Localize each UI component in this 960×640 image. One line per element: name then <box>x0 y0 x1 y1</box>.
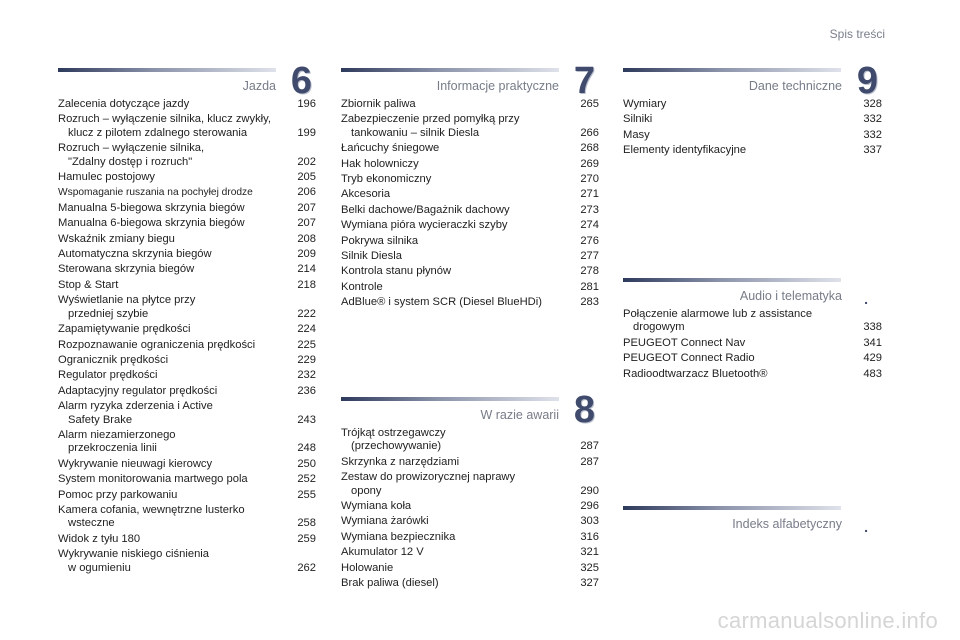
toc-entry-label: Akumulator 12 V <box>341 546 424 559</box>
toc-entry-label: Brak paliwa (diesel) <box>341 577 439 590</box>
section-breakdown <box>341 389 599 592</box>
section-title: Informacje praktyczne <box>436 79 559 93</box>
section-title: Jazda <box>242 79 276 93</box>
toc-entry[interactable] <box>341 235 599 248</box>
toc-entry[interactable] <box>58 98 316 111</box>
section-bar <box>623 506 841 510</box>
toc-entry[interactable] <box>58 323 316 336</box>
toc-entry-label: Wymiana pióra wycieraczki szyby <box>341 219 508 232</box>
toc-entry-label: Alarm niezamierzonego przekroczenia linii <box>58 428 176 455</box>
toc-entry-page: 273 <box>580 203 599 216</box>
toc-entry-page: 209 <box>297 248 316 261</box>
toc-entry-page: 290 <box>580 484 599 497</box>
section-title: Indeks alfabetyczny <box>732 517 842 531</box>
toc-entry-label: Wymiana bezpiecznika <box>341 530 456 543</box>
toc-entry-label: Wymiary <box>623 98 667 110</box>
toc-entry-page: 218 <box>297 278 316 291</box>
section-bar <box>341 397 559 401</box>
toc-entry[interactable] <box>341 173 599 186</box>
toc-entry-label: Wykrywanie nieuwagi kierowcy <box>58 457 213 470</box>
toc-entry-label: Ogranicznik prędkości <box>58 353 169 366</box>
toc-entry-label: Pomoc przy parkowaniu <box>58 488 178 501</box>
toc-entry[interactable] <box>58 458 316 471</box>
toc-entry-page: 224 <box>297 323 316 336</box>
toc-entry-label: Zapamiętywanie prędkości <box>58 323 191 336</box>
toc-entry[interactable] <box>341 471 599 498</box>
toc-entry-label: Kontrola stanu płynów <box>341 265 452 278</box>
toc-entry-page: 277 <box>580 250 599 263</box>
section-number: 9 <box>856 60 878 102</box>
toc-entry-label: Manualna 6-biegowa skrzynia biegów <box>58 217 245 230</box>
toc-entry-label: Akcesoria <box>341 188 391 201</box>
section-number: 7 <box>573 60 595 102</box>
toc-entry-label: Zestaw do prowizorycznej naprawy opony <box>341 471 516 497</box>
toc-entry[interactable] <box>58 263 316 276</box>
toc-entry-page: 196 <box>297 98 316 110</box>
toc-entry-label: Regulator prędkości <box>58 369 158 382</box>
section-driving <box>58 60 316 577</box>
toc-entry[interactable] <box>341 577 599 590</box>
toc-entry[interactable] <box>58 504 316 531</box>
toc-entry[interactable] <box>623 98 882 111</box>
toc-entry-page: 316 <box>580 530 599 543</box>
toc-entry-label: Masy <box>623 128 650 141</box>
toc-entry[interactable] <box>58 473 316 486</box>
toc-entry[interactable] <box>58 233 316 246</box>
section-alphabetical-index <box>623 506 882 536</box>
section-audio-telematics <box>623 278 882 383</box>
toc-entry-label: Silnik Diesla <box>341 250 402 263</box>
toc-entry-label: Wykrywanie niskiego ciśnienia w ogumieniu <box>58 548 209 574</box>
toc-entry-page: 327 <box>580 577 599 590</box>
section-technical-data <box>623 60 882 160</box>
section-bar <box>623 278 841 282</box>
section-title: Audio i telematyka <box>739 289 842 303</box>
toc-entry-page: 214 <box>297 263 316 276</box>
toc-entry[interactable] <box>58 248 316 261</box>
toc-entry-page: 225 <box>297 338 316 351</box>
toc-entry-page: 202 <box>297 155 316 168</box>
toc-entry-page: 332 <box>863 113 882 126</box>
toc-entry-page: 287 <box>580 455 599 468</box>
toc-entry-page: 207 <box>297 201 316 214</box>
section-bar <box>58 68 276 72</box>
toc-entry-page: 222 <box>297 307 316 320</box>
section-title: W razie awarii <box>480 408 559 422</box>
toc-entry-label: Łańcuchy śniegowe <box>341 142 440 155</box>
toc-entry-page: 258 <box>297 517 316 530</box>
toc-entry-page: 276 <box>580 234 599 247</box>
toc-entry-page: 243 <box>297 413 316 426</box>
toc-entry-label: Radioodtwarzacz Bluetooth® <box>623 367 768 380</box>
toc-entry-label: Automatyczna skrzynia biegów <box>58 248 212 261</box>
toc-entry-page: 296 <box>580 500 599 513</box>
toc-entry[interactable] <box>623 144 882 157</box>
section-bar <box>623 68 841 72</box>
section-marker: . <box>864 519 868 535</box>
toc-entry-page: 483 <box>863 367 882 380</box>
toc-entry-page: 208 <box>297 232 316 245</box>
toc-list <box>623 308 882 381</box>
toc-entry-label: Rozruch – wyłączenie silnika, "Zdalny dostęp i rozruch" <box>58 142 205 168</box>
toc-entry-page: 269 <box>580 157 599 170</box>
toc-entry-page: 332 <box>863 128 882 141</box>
toc-entry-label: Połączenie alarmowe lub z assistance drogowym <box>623 308 813 334</box>
toc-entry[interactable] <box>58 385 316 398</box>
toc-entry-label: Wymiana żarówki <box>341 515 429 528</box>
toc-entry-page: 265 <box>580 98 599 110</box>
toc-entry-label: Zabezpieczenie przed pomyłką przy tankowaniu – silnik Diesla <box>341 113 520 139</box>
toc-entry-label: Kontrole <box>341 280 383 293</box>
toc-entry-label: Zalecenia dotyczące jazdy <box>58 98 190 110</box>
toc-entry-label: Wyświetlanie na płytce przy przedniej szybie <box>58 294 196 320</box>
toc-entry-page: 281 <box>580 280 599 293</box>
toc-entry-label: Wskaźnik zmiany biegu <box>58 232 175 245</box>
toc-entry[interactable] <box>341 219 599 232</box>
toc-entry[interactable] <box>341 515 599 528</box>
toc-entry[interactable] <box>341 113 599 140</box>
toc-entry-label: Wspomaganie ruszania na pochyłej drodze <box>58 187 253 199</box>
section-number: 6 <box>290 60 312 102</box>
toc-entry-page: 266 <box>580 126 599 139</box>
toc-entry[interactable] <box>58 533 316 546</box>
toc-entry-page: 270 <box>580 173 599 186</box>
toc-entry-page: 274 <box>580 219 599 232</box>
toc-list <box>58 98 316 575</box>
toc-entry-page: 341 <box>863 336 882 349</box>
toc-entry-page: 232 <box>297 369 316 382</box>
toc-entry[interactable] <box>58 142 316 169</box>
toc-entry[interactable] <box>341 531 599 544</box>
toc-entry[interactable] <box>58 279 316 292</box>
toc-entry[interactable] <box>341 142 599 155</box>
toc-entry[interactable] <box>58 171 316 184</box>
toc-entry[interactable] <box>341 456 599 469</box>
toc-entry-label: Sterowana skrzynia biegów <box>58 263 195 276</box>
toc-entry[interactable] <box>58 217 316 230</box>
toc-entry-page: 248 <box>297 442 316 455</box>
toc-entry-label: Hamulec postojowy <box>58 171 156 184</box>
toc-entry[interactable] <box>58 113 316 140</box>
toc-entry[interactable] <box>58 400 316 427</box>
toc-entry-label: Elementy identyfikacyjne <box>623 144 747 157</box>
toc-entry[interactable] <box>341 204 599 217</box>
section-bar <box>341 68 559 72</box>
toc-entry[interactable] <box>623 337 882 350</box>
toc-entry-page: 268 <box>580 142 599 155</box>
toc-entry-label: Skrzynka z narzędziami <box>341 455 460 468</box>
toc-entry[interactable] <box>341 158 599 171</box>
toc-entry[interactable] <box>623 368 882 381</box>
toc-entry-label: Widok z tyłu 180 <box>58 532 141 545</box>
toc-entry-label: PEUGEOT Connect Radio <box>623 352 755 365</box>
toc-entry[interactable] <box>58 489 316 502</box>
toc-entry-label: Stop & Start <box>58 278 119 291</box>
toc-entry-label: Rozruch – wyłączenie silnika, klucz zwykły, klucz z pilotem zdalnego sterowania <box>58 113 272 139</box>
toc-entry[interactable] <box>58 548 316 575</box>
toc-entry-label: Wymiana koła <box>341 500 412 513</box>
toc-entry-label: PEUGEOT Connect Nav <box>623 336 746 349</box>
toc-entry-page: 236 <box>297 384 316 397</box>
toc-entry[interactable] <box>341 98 599 111</box>
toc-entry-label: Rozpoznawanie ograniczenia prędkości <box>58 338 256 351</box>
toc-entry-page: 337 <box>863 144 882 157</box>
toc-entry-page: 262 <box>297 561 316 574</box>
toc-entry-page: 303 <box>580 515 599 528</box>
toc-entry[interactable] <box>341 500 599 513</box>
toc-entry[interactable] <box>623 308 882 335</box>
toc-entry[interactable] <box>341 546 599 559</box>
toc-entry[interactable] <box>341 250 599 263</box>
toc-entry[interactable] <box>58 369 316 382</box>
toc-entry-page: 429 <box>863 352 882 365</box>
toc-entry[interactable] <box>58 339 316 352</box>
toc-entry-label: Silniki <box>623 113 653 126</box>
toc-entry-page: 207 <box>297 217 316 230</box>
toc-entry-page: 321 <box>580 546 599 559</box>
section-marker: . <box>864 291 868 307</box>
toc-entry-page: 252 <box>297 473 316 486</box>
toc-entry-page: 278 <box>580 265 599 278</box>
toc-entry-page: 259 <box>297 532 316 545</box>
toc-entry[interactable] <box>58 202 316 215</box>
toc-entry[interactable] <box>58 354 316 367</box>
toc-entry[interactable] <box>341 562 599 575</box>
toc-entry-label: Tryb ekonomiczny <box>341 173 432 186</box>
toc-entry[interactable] <box>341 188 599 201</box>
toc-list <box>341 427 599 590</box>
toc-entry-page: 325 <box>580 561 599 574</box>
section-practical-info <box>341 60 599 312</box>
toc-entry[interactable] <box>58 429 316 456</box>
page-header-title: Spis treści <box>829 27 885 41</box>
toc-entry[interactable] <box>341 281 599 294</box>
toc-entry[interactable] <box>341 427 599 454</box>
toc-entry-label: Adaptacyjny regulator prędkości <box>58 384 218 397</box>
toc-entry-label: Trójkąt ostrzegawczy (przechowywanie) <box>341 427 446 453</box>
toc-entry-label: Manualna 5-biegowa skrzynia biegów <box>58 201 245 214</box>
toc-entry-page: 229 <box>297 353 316 366</box>
toc-entry-label: Pokrywa silnika <box>341 234 419 247</box>
toc-list <box>341 98 599 310</box>
toc-entry-page: 250 <box>297 457 316 470</box>
toc-entry[interactable] <box>623 113 882 126</box>
section-title: Dane techniczne <box>748 79 842 93</box>
toc-entry-page: 255 <box>297 488 316 501</box>
watermark: carmanualsonline.info <box>717 608 938 633</box>
toc-entry-page: 199 <box>297 126 316 139</box>
toc-entry[interactable] <box>341 265 599 278</box>
toc-entry-label: Kamera cofania, wewnętrzne lusterko wsteczne <box>58 503 245 530</box>
toc-entry[interactable] <box>58 294 316 321</box>
toc-entry-label: AdBlue® i system SCR (Diesel BlueHDi) <box>341 296 542 309</box>
toc-entry-label: Holowanie <box>341 561 394 574</box>
toc-entry-page: 283 <box>580 296 599 309</box>
toc-entry[interactable] <box>58 186 316 199</box>
toc-entry[interactable] <box>623 129 882 142</box>
section-number: 8 <box>573 389 595 431</box>
toc-entry[interactable] <box>623 352 882 365</box>
toc-entry-page: 205 <box>297 171 316 184</box>
toc-entry-label: Hak holowniczy <box>341 157 419 170</box>
toc-entry-page: 338 <box>863 321 882 334</box>
toc-entry-label: Alarm ryzyka zderzenia i Active Safety Brake <box>58 400 213 426</box>
toc-entry-label: System monitorowania martwego pola <box>58 473 248 486</box>
toc-entry-page: 271 <box>580 188 599 201</box>
toc-list <box>623 98 882 158</box>
toc-entry-label: Zbiornik paliwa <box>341 98 416 110</box>
toc-entry-label: Belki dachowe/Bagażnik dachowy <box>341 203 510 216</box>
toc-entry-page: 287 <box>580 440 599 453</box>
toc-entry-page: 206 <box>297 186 316 199</box>
toc-entry[interactable] <box>341 296 599 309</box>
toc-entry-page: 328 <box>863 98 882 110</box>
